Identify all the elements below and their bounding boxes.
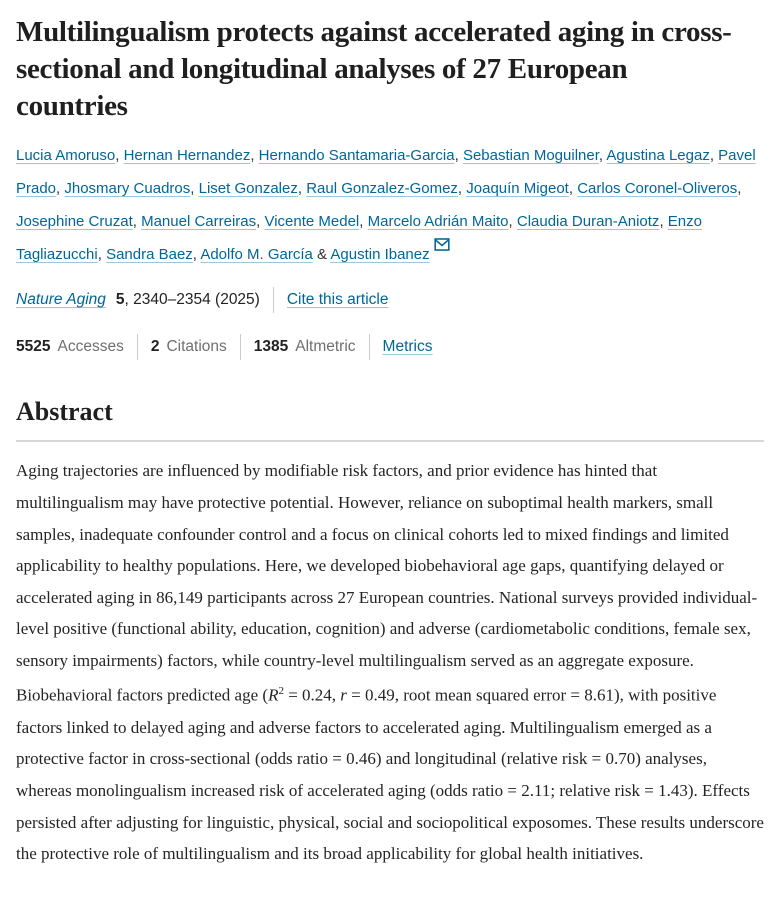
divider	[240, 334, 241, 360]
metric-label: Altmetric	[295, 338, 356, 356]
author-link[interactable]: Manuel Carreiras	[141, 213, 257, 231]
article-title: Multilingualism protects against accelerated aging in cross-sectional and longitudinal analyses of 27 European countries	[16, 16, 732, 123]
metric-value: 2	[150, 338, 160, 356]
author-separator: ,	[56, 180, 65, 198]
author-separator: ,	[709, 147, 719, 165]
journal-pages-year: , 2340–2354 (2025)	[124, 291, 260, 309]
author-link[interactable]: Liset Gonzalez	[198, 180, 298, 198]
abstract-segment: = 0.49, root mean squared error = 8.61), with positive factors linked to delayed aging and adverse factors to accelerated aging. Multilingualism emerged as a protective factor in cross-sectional (odds ratio = 0.46) and longitudinal (relative risk = 0.70) analyses, whereas monolingualism increased risk of accelerated aging (odds ratio = 2.11; relative risk = 1.43). Effects persisted after adjusting for linguistic, physical, social and sociopolitical exposomes. These results underscore the protective role of multilingualism and its broad applicability for global health initiatives.	[16, 686, 764, 864]
author-separator: ,	[737, 180, 742, 198]
author-separator: ,	[457, 180, 467, 198]
abstract-heading: Abstract	[16, 397, 113, 427]
author-separator: ,	[132, 213, 142, 231]
divider	[137, 334, 138, 360]
author-link[interactable]: Joaquín Migeot	[466, 180, 569, 198]
abstract-text	[16, 455, 764, 869]
author-separator: ,	[297, 180, 307, 198]
cite-this-article-link[interactable]: Cite this article	[286, 291, 389, 309]
metric-label: Citations	[166, 338, 227, 356]
journal-volume: 5	[115, 291, 125, 309]
author-link[interactable]: Josephine Cruzat	[16, 213, 133, 231]
author-link[interactable]: Jhosmary Cuadros	[64, 180, 191, 198]
author-names	[16, 147, 756, 263]
author-separator: ,	[192, 246, 201, 264]
author-link[interactable]: Raul Gonzalez-Gomez	[306, 180, 458, 198]
author-link[interactable]: Agustin Ibanez	[330, 246, 430, 264]
journal-line	[16, 287, 764, 313]
abstract-segment: Aging trajectories are influenced by modifiable risk factors, and prior evidence has hinted that multilingualism may have protective potential. However, reliance on suboptimal health markers, small samples, inadequate confounder control and a focus on clinical cohorts led to mixed findings and limited applicability to healthy populations. Here, we developed biobehavioral age gaps, quantifying delayed or accelerated aging in 86,149 participants across 27 European countries. National surveys provided individual-level positive (functional ability, education, cognition) and adverse (cardiometabolic conditions, female sex, sensory impairments) factors, while country-level multilingualism served as an aggregate exposure. Biobehavioral factors predicted age (	[16, 461, 758, 706]
section-divider	[16, 440, 764, 442]
author-separator: ,	[190, 180, 199, 198]
article-page	[16, 14, 764, 870]
divider	[273, 287, 274, 313]
metrics-bar	[16, 334, 764, 360]
author-link[interactable]: Adolfo M. García	[200, 246, 313, 264]
abstract-segment: = 0.24,	[283, 686, 341, 706]
metric-label: Accesses	[57, 338, 124, 356]
author-separator: ,	[598, 147, 607, 165]
author-link[interactable]: Vicente Medel	[264, 213, 360, 231]
author-separator: ,	[508, 213, 517, 231]
author-list	[16, 139, 764, 271]
author-link[interactable]: Hernando Santamaria-Garcia	[258, 147, 455, 165]
author-separator: ,	[359, 213, 368, 231]
author-link[interactable]: Sandra Baez	[106, 246, 193, 264]
author-separator: ,	[97, 246, 107, 264]
author-link[interactable]: Hernan Hernandez	[123, 147, 251, 165]
email-envelope-icon[interactable]	[434, 246, 450, 263]
author-separator: ,	[659, 213, 668, 231]
metrics-link[interactable]: Metrics	[382, 338, 433, 356]
author-link[interactable]: Lucia Amoruso	[16, 147, 116, 165]
author-link[interactable]: Agustina Legaz	[606, 147, 710, 165]
abstract-section	[16, 397, 764, 869]
author-link[interactable]: Marcelo Adrián Maito	[367, 213, 509, 231]
author-separator: ,	[256, 213, 265, 231]
metric-value: 5525	[16, 338, 51, 356]
author-link[interactable]: Claudia Duran-Aniotz	[516, 213, 660, 231]
abstract-segment: r	[340, 686, 347, 706]
author-link[interactable]: Enzo Tagliazucchi	[16, 213, 702, 264]
author-separator: ,	[115, 147, 124, 165]
author-separator: ,	[250, 147, 259, 165]
author-link[interactable]: Carlos Coronel-Oliveros	[577, 180, 738, 198]
abstract-segment: 2	[278, 685, 284, 698]
author-separator: ,	[454, 147, 463, 165]
metric-value: 1385	[253, 338, 289, 356]
divider	[369, 334, 370, 360]
journal-link[interactable]: Nature Aging	[16, 291, 106, 309]
author-link[interactable]: Pavel Prado	[16, 147, 756, 198]
abstract-segment: R	[268, 686, 279, 706]
author-separator: ,	[568, 180, 578, 198]
author-link[interactable]: Sebastian Moguilner	[462, 147, 599, 165]
metric-items	[16, 334, 356, 360]
author-separator: &	[312, 246, 331, 264]
